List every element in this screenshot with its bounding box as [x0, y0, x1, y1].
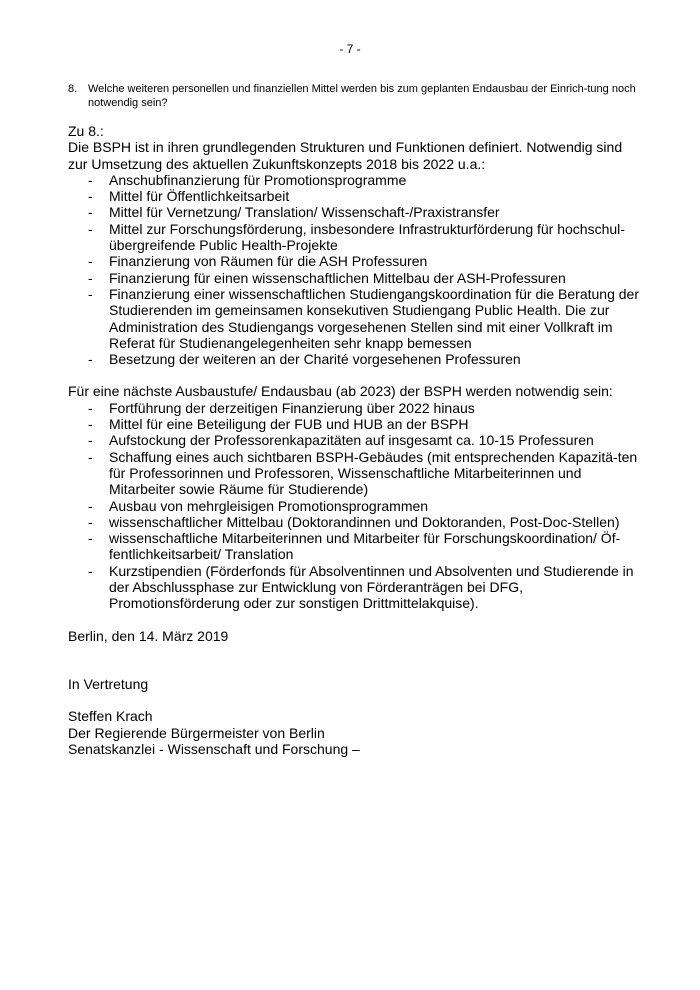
- signatory-name: Steffen Krach: [68, 708, 153, 725]
- list-item-text: Aufstockung der Professorenkapazitäten auf insgesamt ca. 10-15 Professuren: [109, 432, 594, 449]
- list-marker: -: [88, 416, 93, 433]
- list-item: [68, 221, 643, 254]
- list-item-text: Anschubfinanzierung für Promotionsprogramme: [109, 171, 407, 188]
- list-marker: -: [88, 253, 93, 270]
- list-item: [68, 172, 643, 188]
- signatory-title: Der Regierende Bürgermeister von Berlin: [68, 724, 325, 741]
- list-marker: -: [88, 188, 93, 205]
- list-item-text: Mittel für Öffentlichkeitsarbeit: [109, 188, 290, 205]
- funding-list-2018-2022: [68, 172, 643, 368]
- list-item-text: Finanzierung von Räumen für die ASH Professuren: [109, 253, 428, 270]
- list-item: [68, 270, 643, 286]
- list-marker: -: [88, 513, 93, 530]
- place-date: Berlin, den 14. März 2019: [68, 627, 229, 644]
- list-marker: -: [88, 562, 93, 579]
- list-marker: -: [88, 204, 93, 221]
- list-item: [68, 416, 643, 432]
- list-marker: -: [88, 285, 93, 302]
- list-item: [68, 498, 643, 514]
- list-item-text: wissenschaftliche Mitarbeiterinnen und Mitarbeiter für Forschungskoordination/ Öf-fentlichkeitsarbeit/ Translation: [109, 530, 621, 563]
- list-item: [68, 530, 643, 563]
- list-item: [68, 449, 643, 498]
- funding-list-2023: [68, 400, 643, 612]
- spacer: [68, 644, 643, 676]
- list-marker: -: [88, 448, 93, 465]
- list-item-text: Besetzung der weiteren an der Charité vorgesehenen Professuren: [109, 351, 521, 368]
- answer-heading: Zu 8.:: [68, 123, 104, 139]
- question-number: 8.: [68, 83, 78, 95]
- list-item-text: Mittel zur Forschungsförderung, insbesondere Infrastrukturförderung für hochschul-übergreifende Public Health-Projekte: [109, 220, 625, 254]
- list-marker: -: [88, 530, 93, 547]
- list-item-text: Kurzstipendien (Förderfonds für Absolventinnen und Absolventen und Studierende in der Abschlussphase zur Entwicklung von Förderanträgen bei DFG, Promotionsförderung oder zur sonstigen Drittmittelakquise).: [109, 562, 634, 612]
- list-marker: -: [88, 171, 93, 188]
- spacer: [68, 612, 643, 628]
- list-item: [68, 253, 643, 269]
- list-item: [68, 400, 643, 416]
- list-item: [68, 286, 643, 351]
- list-item-text: Fortführung der derzeitigen Finanzierung über 2022 hinaus: [109, 399, 475, 416]
- spacer: [68, 367, 643, 383]
- list-item-text: wissenschaftlicher Mittelbau (Doktorandinnen und Doktoranden, Post-Doc-Stellen): [109, 513, 620, 530]
- list-item: [68, 563, 643, 612]
- question-text: Welche weiteren personellen und finanziellen Mittel werden bis zum geplanten Endausbau der Einrich-tung noch notwendig sein?: [88, 83, 636, 109]
- signatory-department: Senatskanzlei - Wissenschaft und Forschung –: [68, 740, 360, 757]
- list-marker: -: [88, 351, 93, 368]
- list-item: [68, 204, 643, 220]
- page-number: - 7 -: [339, 42, 361, 56]
- list-item: [68, 432, 643, 448]
- list-item: [68, 188, 643, 204]
- list-item-text: Finanzierung für einen wissenschaftlichen Mittelbau der ASH-Professuren: [109, 269, 566, 286]
- list-marker: -: [88, 432, 93, 449]
- list-item: [68, 351, 643, 367]
- question-block: [68, 82, 638, 110]
- list-marker: -: [88, 399, 93, 416]
- answer-body: [68, 123, 643, 757]
- spacer: [68, 692, 643, 708]
- list-marker: -: [88, 220, 93, 237]
- list-item-text: Ausbau von mehrgleisigen Promotionsprogrammen: [109, 497, 429, 514]
- answer-intro-2: Für eine nächste Ausbaustufe/ Endausbau (ab 2023) der BSPH werden notwendig sein:: [68, 383, 613, 400]
- list-item-text: Mittel für Vernetzung/ Translation/ Wissenschaft-/Praxistransfer: [109, 204, 500, 221]
- list-item-text: Mittel für eine Beteiligung der FUB und HUB an der BSPH: [109, 416, 469, 433]
- list-marker: -: [88, 497, 93, 514]
- representation-note: In Vertretung: [68, 675, 149, 692]
- list-item-text: Finanzierung einer wissenschaftlichen Studiengangskoordination für die Beratung der Studierenden im gemeinsamen konsekutiven Studiengang Public Health. Die zur Administration des Studiengangs vorgesehenen Stellen sind mit einer Vollkraft im Referat für Studienangelegenheiten sehr knapp bemessen: [109, 285, 639, 351]
- list-item-text: Schaffung eines auch sichtbaren BSPH-Gebäudes (mit entsprechenden Kapazitä-ten für Professorinnen und Professoren, Wissenschaftliche Mitarbeiterinnen und Mitarbeiter sowie Räume für Studierende): [109, 448, 638, 498]
- list-item: [68, 514, 643, 530]
- list-marker: -: [88, 269, 93, 286]
- answer-intro: Die BSPH ist in ihren grundlegenden Strukturen und Funktionen definiert. Notwendig sind zur Umsetzung des aktuellen Zukunftskonzepts 2018 bis 2022 u.a.:: [68, 139, 623, 172]
